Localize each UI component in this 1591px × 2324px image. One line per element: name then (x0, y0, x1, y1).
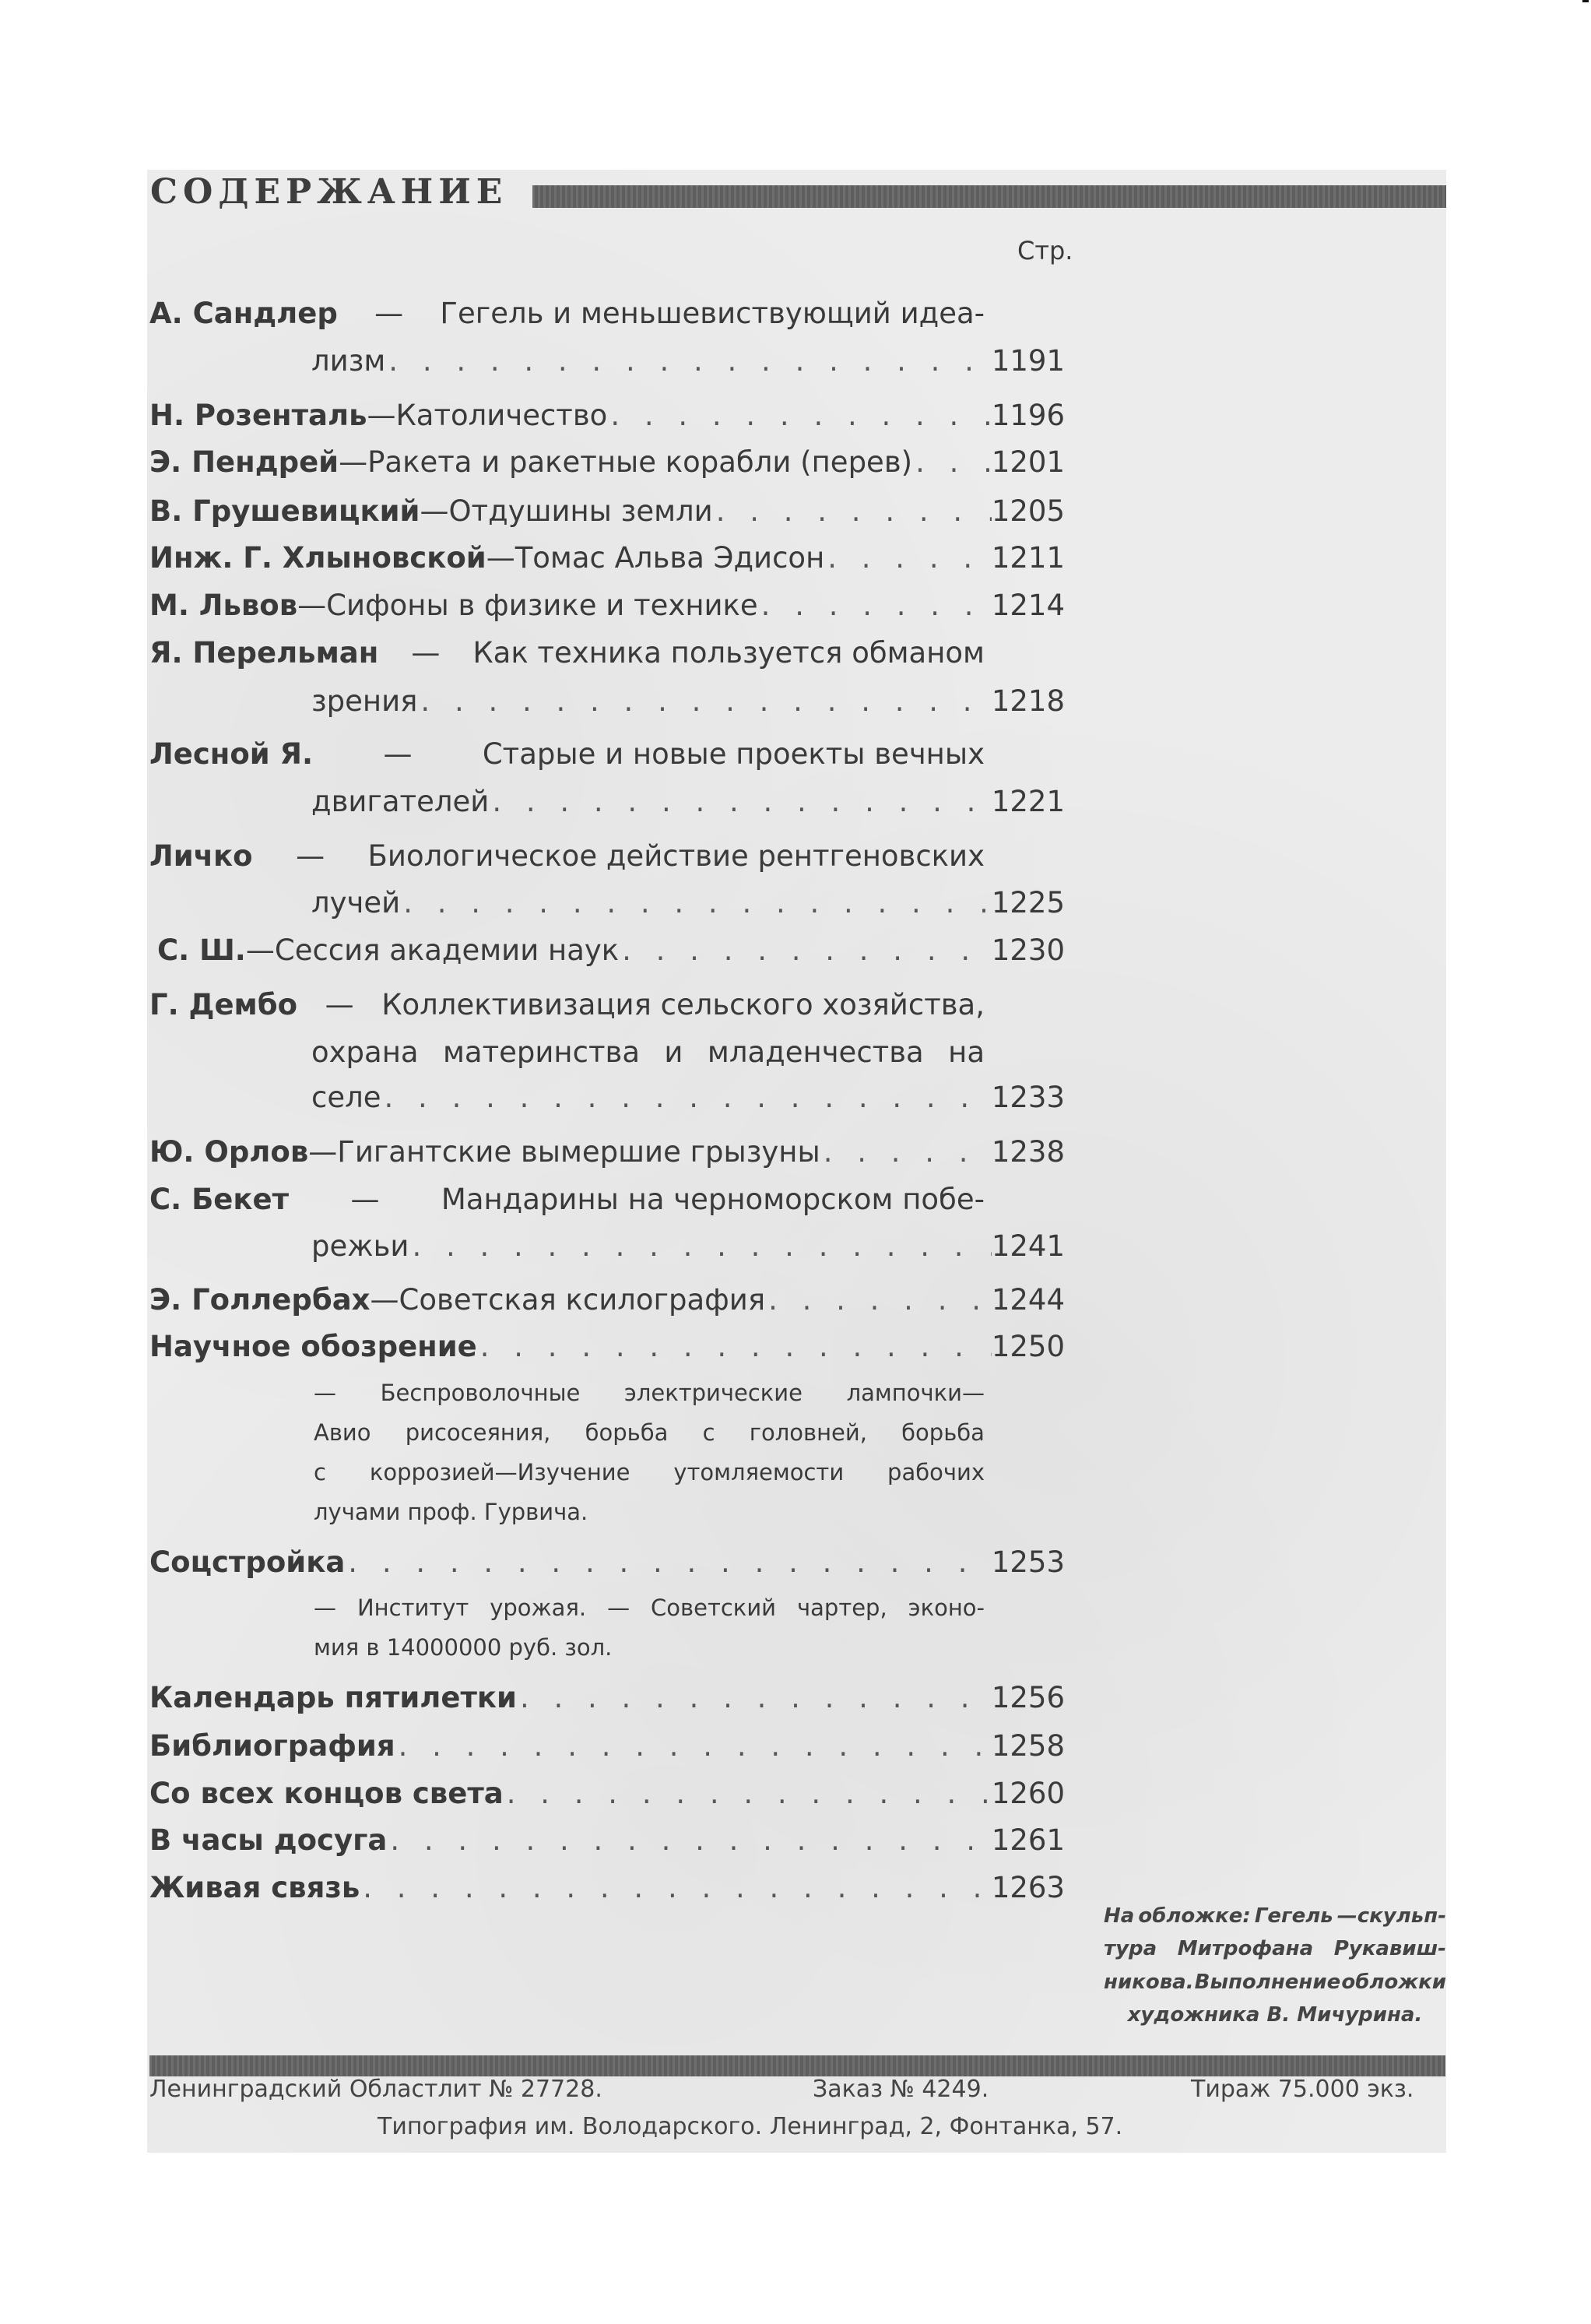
footer-oblastlit: Ленинградский Областлит № 27728. (149, 2076, 602, 2103)
toc-entry-title: Сифоны в физике и технике (326, 589, 758, 622)
toc-entry-title: Католичество (395, 399, 608, 432)
toc-entry-author: А. Сандлер (149, 297, 338, 330)
toc-entry-line (149, 837, 985, 876)
toc-page-number: 1263 (991, 1871, 1065, 1904)
cover-note-line: На обложке: Гегель —скульп- (1104, 1904, 1446, 1928)
toc-entry-line (149, 294, 985, 333)
dot-leader (395, 1727, 992, 1766)
toc-entry-author: Э. Пендрей (149, 445, 339, 479)
toc-entry-separator: — (411, 636, 441, 670)
toc-entry-separator: — (296, 839, 325, 873)
dot-leader (417, 682, 991, 721)
toc-entry-separator: — (367, 399, 396, 432)
toc-entry-title: двигателей (311, 785, 490, 818)
dot-leader (912, 443, 992, 482)
toc-entry-separator: — (308, 1135, 338, 1169)
section-detail-line: — Институт урожая. — Советский чартер, эконо- (314, 1594, 985, 1621)
toc-page-number: 1258 (991, 1729, 1065, 1763)
toc-entry-separator: — (245, 933, 275, 967)
toc-entry-line (149, 986, 985, 1025)
toc-entry-line (311, 1033, 985, 1072)
page-column-header: Стр. (1017, 236, 1073, 265)
toc-entry-author: В. Грушевицкий (149, 494, 420, 528)
toc-section-title: Со всех концов света (149, 1777, 504, 1810)
toc-entry-author: Н. Розенталь (149, 399, 367, 432)
toc-section[interactable] (149, 1679, 1065, 1718)
toc-page-number: 1225 (991, 886, 1065, 919)
dot-leader (820, 1133, 992, 1172)
toc-entry-author: М. Львов (149, 589, 298, 622)
toc-entry[interactable] (149, 443, 1065, 482)
toc-entry[interactable] (149, 586, 1065, 625)
toc-entry-author: Инж. Г. Хлыновской (149, 541, 486, 575)
dot-leader (360, 1869, 992, 1907)
toc-entry-separator: — (339, 445, 368, 479)
toc-entry-title: Коллективизация сельского хозяйства, (381, 988, 985, 1021)
toc-entry-title: зрения (311, 684, 418, 718)
dot-leader (385, 342, 992, 381)
section-detail-line: с коррозией—Изучение утомляемости рабочих (314, 1459, 985, 1485)
toc-entry[interactable] (149, 492, 1065, 531)
toc-page-number: 1221 (991, 785, 1065, 818)
footer-printer: Типография им. Володарского. Ленинград, 2, Фонтанка, 57. (378, 2113, 1123, 2140)
dot-leader (477, 1327, 992, 1366)
toc-entry-author: Личко (149, 839, 253, 873)
toc-entry-title: Гегель и меньшевиствующий идеа- (440, 297, 985, 330)
toc-entry-separator: — (350, 1183, 380, 1216)
toc-section[interactable] (149, 1727, 1065, 1766)
toc-entry-title: Ракета и ракетные корабли (перев) (367, 445, 913, 479)
toc-section[interactable] (149, 1774, 1065, 1813)
dot-leader (381, 1078, 992, 1117)
toc-page-number: 1201 (991, 445, 1065, 479)
toc-entry[interactable] (149, 1133, 1065, 1172)
toc-section-title: Научное обозрение (149, 1330, 477, 1363)
toc-section[interactable] (149, 1821, 1065, 1860)
toc-entry-author: Г. Дембо (149, 988, 298, 1021)
dot-leader (504, 1774, 992, 1813)
toc-entry[interactable] (311, 342, 1065, 381)
toc-entry-author: Лесной Я. (149, 737, 314, 771)
toc-page-number: 1253 (991, 1545, 1065, 1579)
toc-entry-author: Ю. Орлов (149, 1135, 309, 1169)
toc-page-number: 1205 (991, 494, 1065, 528)
toc-entry-line (149, 1180, 985, 1219)
toc-entry-separator: — (383, 737, 413, 771)
dot-leader (387, 1821, 991, 1860)
toc-section-title: Соцстройка (149, 1545, 346, 1579)
toc-page-number: 1214 (991, 589, 1065, 622)
toc-entry[interactable] (149, 1281, 1065, 1320)
dot-leader (409, 1227, 991, 1266)
toc-entry-author: С. Ш. (157, 933, 246, 967)
toc-page-number: 1233 (991, 1081, 1065, 1114)
toc-entry-author: Я. Перельман (149, 636, 379, 670)
contents-heading: СОДЕРЖАНИЕ (150, 172, 508, 212)
toc-entry-separator: — (374, 297, 404, 330)
section-detail-line: Авио рисосеяния, борьба с головней, борьба (314, 1419, 985, 1446)
cover-note-line: художника В. Мичурина. (1127, 2003, 1423, 2027)
footer-order-number: Заказ № 4249. (813, 2076, 989, 2103)
toc-entry-line (149, 735, 985, 774)
toc-section-title: Живая связь (149, 1871, 360, 1904)
toc-entry-separator: — (370, 1283, 399, 1317)
heading-rule (532, 185, 1446, 208)
toc-page-number: 1230 (991, 933, 1065, 967)
toc-page-number: 1191 (991, 344, 1065, 378)
toc-entry-title: Сессия академии наук (274, 933, 620, 967)
toc-section-title: В часы досуга (149, 1823, 388, 1857)
footer-rule (149, 2055, 1445, 2076)
toc-page-number: 1218 (991, 684, 1065, 718)
dot-leader (517, 1679, 992, 1718)
toc-entry[interactable] (149, 539, 1065, 578)
toc-entry[interactable] (157, 931, 1065, 970)
toc-page-number: 1211 (991, 541, 1065, 575)
cover-note-line: никова. Выполнение обложки (1104, 1971, 1446, 1994)
toc-entry-title: Томас Альва Эдисон (515, 541, 825, 575)
toc-entry-author: Э. Голлербах (149, 1283, 371, 1317)
toc-entry-separator: — (297, 589, 327, 622)
toc-section[interactable] (149, 1869, 1065, 1907)
toc-page-number: 1256 (991, 1681, 1065, 1714)
toc-entry-title: режьи (311, 1229, 409, 1263)
toc-page-number: 1260 (991, 1777, 1065, 1810)
toc-page-number: 1241 (991, 1229, 1065, 1263)
toc-entry-title: Старые и новые проекты вечных (482, 737, 985, 771)
toc-section[interactable] (149, 1327, 1065, 1366)
footer-print-run: Тираж 75.000 экз. (1191, 2076, 1414, 2103)
toc-entry-separator: — (325, 988, 354, 1021)
toc-entry-title: лизм (311, 344, 386, 378)
toc-entry-title: Гигантские вымершие грызуны (337, 1135, 820, 1169)
toc-entry[interactable] (311, 1078, 1065, 1117)
toc-entry-title: Биологическое действие рентгеновских (367, 839, 985, 873)
toc-section-title: Библиография (149, 1729, 395, 1763)
toc-entry-title: лучей (311, 886, 401, 919)
dot-leader (758, 586, 992, 625)
toc-section[interactable] (149, 1543, 1065, 1582)
toc-entry-line (149, 634, 985, 673)
cover-note-line: тура Митрофана Рукавиш- (1104, 1937, 1446, 1960)
toc-entry[interactable] (311, 682, 1065, 721)
toc-page-number: 1250 (991, 1330, 1065, 1363)
dot-leader (607, 396, 992, 435)
toc-entry[interactable] (311, 884, 1065, 923)
dot-leader (824, 539, 992, 578)
toc-entry-title: Отдушины земли (448, 494, 713, 528)
toc-entry-title: Советская ксилография (399, 1283, 766, 1317)
dot-leader (765, 1281, 992, 1320)
toc-entry-separator: — (420, 494, 449, 528)
section-detail-line: — Беспроволочные электрические лампочки— (314, 1380, 985, 1406)
toc-entry-title: селе (311, 1081, 381, 1114)
toc-page-number: 1196 (991, 399, 1065, 432)
toc-entry[interactable] (311, 782, 1065, 821)
dot-leader (713, 492, 992, 531)
toc-entry-title: охрана материнства и младенчества на (311, 1035, 985, 1069)
section-detail-line: мия в 14000000 руб. зол. (314, 1634, 613, 1661)
dot-leader (400, 884, 992, 923)
toc-page-number: 1238 (991, 1135, 1065, 1169)
corner-mark (1582, 0, 1589, 2)
toc-page-number: 1244 (991, 1283, 1065, 1317)
toc-entry-title: Мандарины на черноморском побе- (441, 1183, 985, 1216)
dot-leader (489, 782, 992, 821)
dot-leader (619, 931, 992, 970)
toc-entry-title: Как техника пользуется обманом (472, 636, 985, 670)
dot-leader (345, 1543, 992, 1582)
toc-entry[interactable] (311, 1227, 1065, 1266)
toc-entry-separator: — (486, 541, 515, 575)
toc-section-title: Календарь пятилетки (149, 1681, 517, 1714)
section-detail-line: лучами проф. Гурвича. (314, 1499, 588, 1525)
toc-page-number: 1261 (991, 1823, 1065, 1857)
toc-entry-author: С. Бекет (149, 1183, 290, 1216)
toc-entry[interactable] (149, 396, 1065, 435)
